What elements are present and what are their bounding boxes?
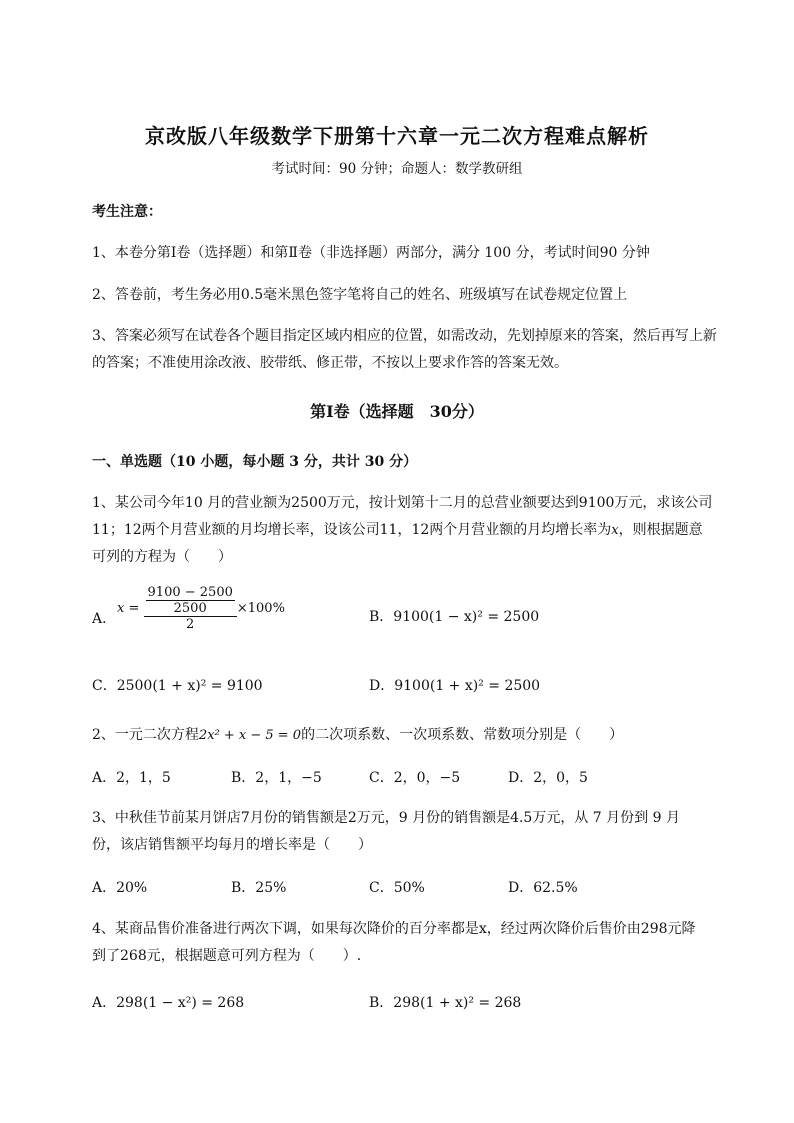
option-a-inner-numerator: 9100 − 2500 bbox=[147, 585, 233, 600]
question-2-option-b: B．2，1，−5 bbox=[231, 770, 322, 786]
notice-item-3-cont: 的答案；不准使用涂改液、胶带纸、修正带，不按以上要求作答的答案无效。 bbox=[92, 355, 568, 371]
option-a-outer-numerator bbox=[144, 585, 237, 617]
question-1-line-2-tail: ，则根据题意 bbox=[618, 522, 703, 538]
question-3-option-b: B．25% bbox=[231, 880, 287, 896]
notice-item-1: 1、本卷分第Ⅰ卷（选择题）和第Ⅱ卷（非选择题）两部分，满分 100 分，考试时间90 分钟 bbox=[92, 245, 650, 261]
question-1-line-2-text: 11；12两个月营业额的月均增长率，设该公司11，12两个月营业额的月均增长率为 bbox=[92, 522, 612, 538]
question-2-equation: 2x² + x − 5 = 0 bbox=[198, 728, 302, 743]
question-2-line bbox=[92, 724, 623, 744]
page-title: 京改版八年级数学下册第十六章一元二次方程难点解析 bbox=[145, 124, 649, 148]
section-title: 第Ⅰ卷（选择题 30分） bbox=[310, 402, 484, 421]
question-1-option-b: B．9100(1 − x)² = 2500 bbox=[369, 609, 540, 625]
option-a-fraction bbox=[144, 585, 237, 632]
option-a-outer-denominator: 2 bbox=[186, 617, 195, 632]
part-heading: 一、单选题（10 小题，每小题 3 分，共计 30 分） bbox=[92, 454, 418, 470]
question-1-line-3: 可列的方程为（ ） bbox=[92, 549, 232, 565]
question-3-option-a: A．20% bbox=[92, 880, 148, 896]
question-4-option-b: B．298(1 + x)² = 268 bbox=[369, 995, 522, 1011]
option-a-x: x bbox=[117, 601, 125, 616]
question-2-option-c: C．2，0，−5 bbox=[369, 770, 461, 786]
question-1-option-d: D．9100(1 + x)² = 2500 bbox=[369, 678, 541, 694]
question-2-option-a: A．2，1，5 bbox=[92, 770, 171, 786]
notice-heading: 考生注意： bbox=[92, 204, 162, 220]
question-1-line-1: 1、某公司今年10 月的营业额为2500万元，按计划第十二月的总营业额要达到9100万元，求该公司 bbox=[92, 495, 713, 511]
question-3-option-d: D．62.5% bbox=[508, 880, 578, 896]
question-2-text-pre: 2、一元二次方程 bbox=[92, 727, 199, 743]
question-1-option-c: C．2500(1 + x)² = 9100 bbox=[92, 678, 263, 694]
option-a-inner-denominator: 2500 bbox=[173, 601, 207, 616]
question-4-line-1: 4、某商品售价准备进行两次下调，如果每次降价的百分率都是x，经过两次降价后售价由298元降 bbox=[92, 921, 696, 937]
question-1-variable: x bbox=[611, 523, 619, 538]
notice-item-3: 3、答案必须写在试卷各个题目指定区域内相应的位置，如需改动，先划掉原来的答案，然后再写上新 bbox=[92, 328, 717, 344]
notice-item-2: 2、答卷前，考生务必用0.5毫米黑色签字笔将自己的姓名、班级填写在试卷规定位置上 bbox=[92, 287, 628, 303]
question-1-option-a-label: A． bbox=[92, 611, 117, 627]
question-2-option-d: D．2，0，5 bbox=[508, 770, 588, 786]
option-a-tail: ×100% bbox=[236, 601, 285, 616]
page-subtitle: 考试时间：90 分钟；命题人：数学教研组 bbox=[271, 161, 523, 177]
question-3-line-1: 3、中秋佳节前某月饼店7月份的销售额是2万元，9 月份的销售额是4.5万元，从 7 月份到 9 月 bbox=[92, 810, 680, 826]
question-1-line-2 bbox=[92, 519, 703, 539]
question-4-line-2: 到了268元，根据题意可列方程为（ ）. bbox=[92, 948, 362, 964]
question-3-line-2: 份，该店销售额平均每月的增长率是（ ） bbox=[92, 837, 372, 853]
option-a-inner-fraction bbox=[146, 585, 235, 616]
question-4-option-a: A．298(1 − x²) = 268 bbox=[92, 995, 245, 1011]
option-a-equals: = bbox=[128, 601, 140, 616]
question-1-option-a-formula bbox=[117, 585, 285, 632]
question-3-option-c: C．50% bbox=[369, 880, 425, 896]
question-2-text-post: 的二次项系数、一次项系数、常数项分别是（ ） bbox=[301, 727, 624, 743]
